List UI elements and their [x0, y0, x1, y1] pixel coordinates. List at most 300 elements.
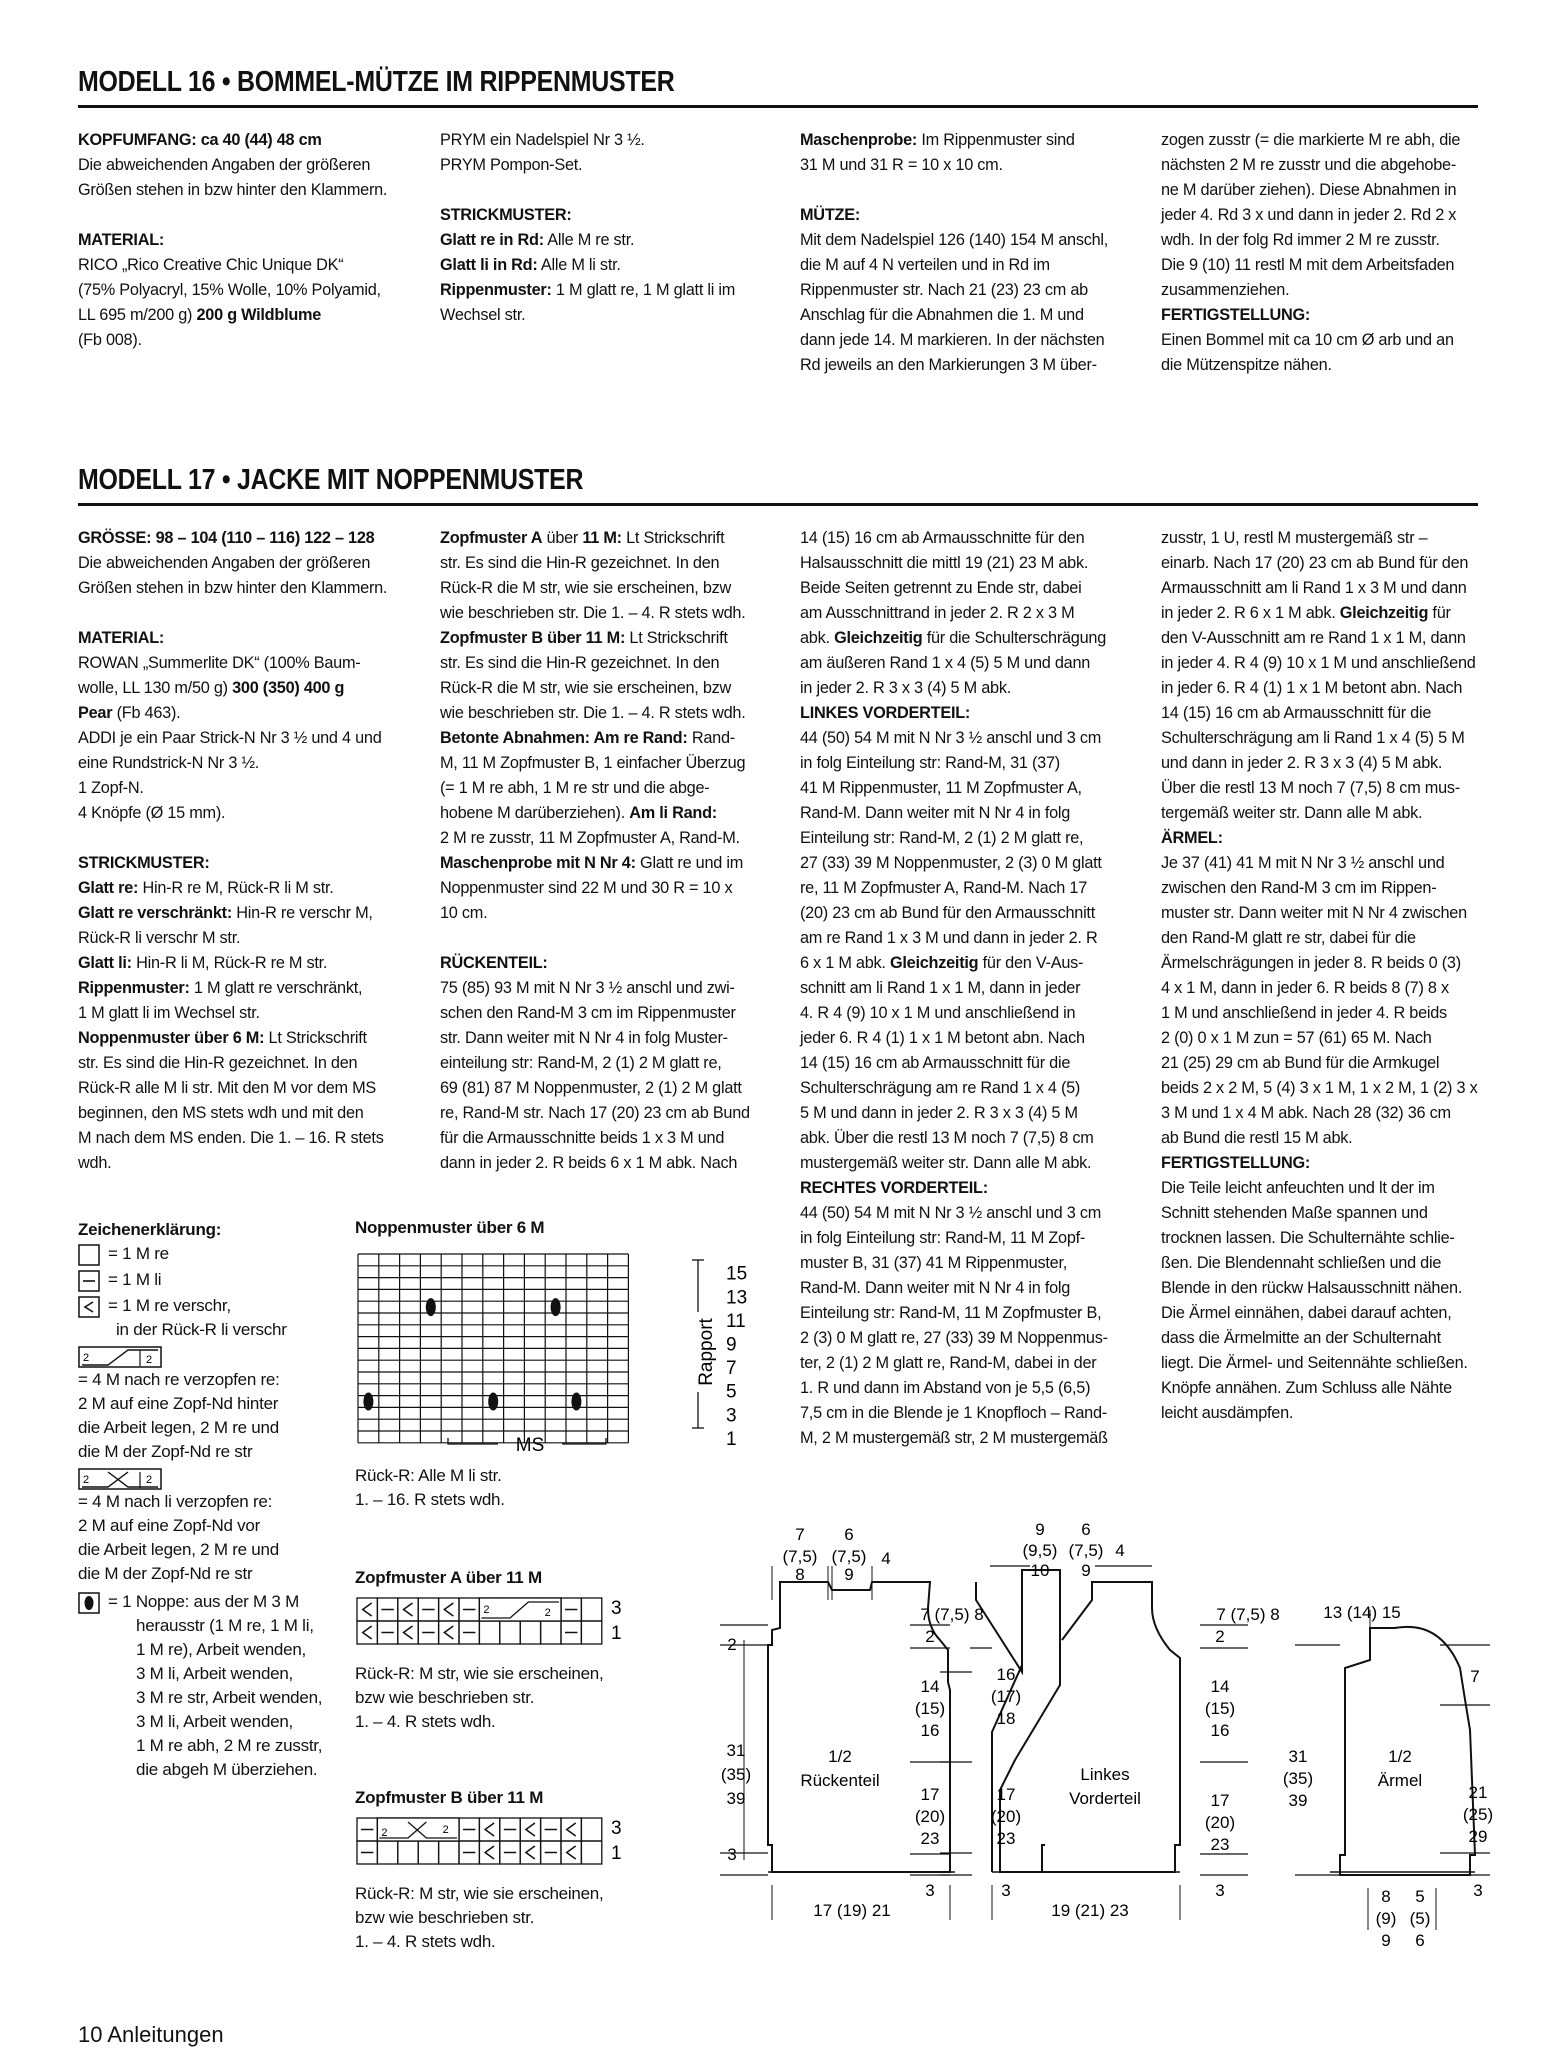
text-line: Die 9 (10) 11 restl M mit dem Arbeitsfaden — [1161, 256, 1455, 274]
pattern-schematics — [700, 1500, 1494, 1970]
text-line: Schulterschrägung am re Rand 1 x 4 (5) — [800, 1079, 1081, 1097]
noppen-row-label: 13 — [726, 1287, 748, 1309]
text-line: MATERIAL: — [78, 231, 165, 249]
text-line: Noppenmuster über 6 M: Lt Strickschrift — [78, 1029, 367, 1047]
text-line: Einteilung str: Rand-M, 2 (1) 2 M glatt re, — [800, 829, 1084, 847]
text-line: Beide Seiten getrennt zu Ende str, dabei — [800, 579, 1082, 597]
text-line: wolle, LL 130 m/50 g) 300 (350) 400 g — [78, 679, 345, 697]
text-line: RÜCKENTEIL: — [440, 954, 548, 972]
front-side-3: 23 — [1210, 1835, 1230, 1854]
text-line: (75% Polyacryl, 15% Wolle, 10% Polyamid, — [78, 281, 381, 299]
text-line: 1. – 4. R stets wdh. — [355, 1712, 496, 1731]
text-line: den Rand-M glatt re str, dabei für die — [1161, 929, 1416, 947]
text-line: STRICKMUSTER: — [440, 206, 572, 224]
text-line: am Ausschnittrand in jeder 2. R 2 x 3 M — [800, 604, 1075, 622]
text-line: 1 M re), Arbeit wenden, — [136, 1640, 307, 1659]
text-line: leicht ausdämpfen. — [1161, 1404, 1294, 1422]
front-top-1a: 9 — [1035, 1520, 1045, 1539]
text-line: 2 M auf eine Zopf-Nd hinter — [78, 1394, 279, 1413]
front-neck-2: (17) — [990, 1687, 1022, 1706]
text-line: Rippenmuster: 1 M glatt re, 1 M glatt li im — [440, 281, 736, 299]
text-line: = 4 M nach li verzopfen re: — [78, 1492, 273, 1511]
front-bottom-3: 3 — [1001, 1881, 1011, 1900]
text-line: zogen zusstr (= die markierte M re abh, die — [1161, 131, 1461, 149]
text-line: 4 x 1 M, dann in jeder 6. R beids 8 (7) 8 x — [1161, 979, 1449, 997]
zopfA-row-3: 3 — [611, 1598, 622, 1619]
front-top-2a: 6 — [1081, 1520, 1091, 1539]
back-label-1: 1/2 — [828, 1747, 852, 1766]
bobble-mark — [571, 1393, 581, 1411]
zopfB-row-3: 3 — [611, 1818, 622, 1839]
noppen-row-labels — [726, 1264, 747, 1450]
text-line: 44 (50) 54 M mit N Nr 3 ½ anschl und 3 cm — [800, 1204, 1102, 1222]
front-arm-2: (15) — [1204, 1699, 1236, 1718]
front-arm-1: 14 — [1210, 1677, 1230, 1696]
front-neck-1: 16 — [996, 1665, 1016, 1684]
m16-col-1 — [78, 128, 433, 353]
text-line: Glatt re verschränkt: Hin-R re verschr M, — [78, 904, 373, 922]
text-line: 1. R und dann im Abstand von je 5,5 (6,5) — [800, 1379, 1091, 1397]
back-shoulder-2: 2 — [925, 1627, 935, 1646]
sleeve-label-1: 1/2 — [1388, 1747, 1412, 1766]
sleeve-side-2: (35) — [1282, 1769, 1314, 1788]
front-top-1c: 10 — [1030, 1561, 1050, 1580]
cable-right-symbol — [78, 1346, 162, 1368]
text-line: str. Es sind die Hin-R gezeichnet. In den — [78, 1054, 358, 1072]
back-bottom-3: 3 — [925, 1881, 935, 1900]
text-line: Rd jeweils an den Markierungen 3 M über- — [800, 356, 1097, 374]
sleeve-bot-2b: (5) — [1409, 1909, 1431, 1928]
front-width: 19 (21) 23 — [1051, 1901, 1129, 1920]
sleeve-side-3: 39 — [1288, 1791, 1308, 1810]
text-line: 1 M glatt li im Wechsel str. — [78, 1004, 260, 1022]
front-arm-3: 16 — [1210, 1721, 1230, 1740]
ms-label: MS — [515, 1435, 545, 1456]
text-line: abk. Gleichzeitig für die Schulterschrägung — [800, 629, 1107, 647]
front-top-2c: 9 — [1081, 1561, 1091, 1580]
text-line: ROWAN „Summerlite DK“ (100% Baum- — [78, 654, 361, 672]
text-line: Knöpfe annähen. Zum Schluss alle Nähte — [1161, 1379, 1452, 1397]
text-line: Rück-R die M str, wie sie erscheinen, bzw — [440, 679, 732, 697]
back-top-1b: (7,5) — [782, 1547, 818, 1566]
text-line: 7,5 cm in die Blende je 1 Knopfloch – Rand- — [800, 1404, 1107, 1422]
noppen-row-label: 9 — [726, 1334, 737, 1356]
text-line: Je 37 (41) 41 M mit N Nr 3 ½ anschl und — [1161, 854, 1445, 872]
cable-left-symbol — [78, 1468, 162, 1490]
knit-stitch-symbol — [78, 1244, 100, 1266]
front-top-3: 4 — [1115, 1541, 1125, 1560]
front-neck-3: 18 — [996, 1709, 1016, 1728]
zopfB-title: Zopfmuster B über 11 M — [355, 1788, 544, 1807]
text-line: 5 M und dann in jeder 2. R 3 x 3 (4) 5 M — [800, 1104, 1078, 1122]
text-line: Glatt li in Rd: Alle M li str. — [440, 256, 621, 274]
svg-text:2: 2 — [483, 1604, 490, 1616]
text-line: Noppenmuster sind 22 M und 30 R = 10 x — [440, 879, 733, 897]
text-line: beginnen, den MS stets wdh und mit den — [78, 1104, 364, 1122]
text-line: 3 M li, Arbeit wenden, — [136, 1712, 294, 1731]
sleeve-bottom-3: 3 — [1473, 1881, 1483, 1900]
text-line: bzw wie beschrieben str. — [355, 1908, 535, 1927]
text-line: Rippenmuster str. Nach 21 (23) 23 cm ab — [800, 281, 1088, 299]
back-top-2b: (7,5) — [831, 1547, 867, 1566]
text-line: Wechsel str. — [440, 306, 526, 324]
text-line: bzw wie beschrieben str. — [355, 1688, 535, 1707]
text-line: ne M darüber ziehen). Diese Abnahmen in — [1161, 181, 1457, 199]
text-line: 3 M li, Arbeit wenden, — [136, 1664, 294, 1683]
text-line: einarb. Nach 17 (20) 23 cm ab Bund für den — [1161, 554, 1469, 572]
sleeve-schematic — [1283, 1603, 1493, 1950]
text-line: zusammenziehen. — [1161, 281, 1290, 299]
text-line: Ärmelschrägungen in jeder 8. R beids 0 (3) — [1161, 954, 1461, 972]
text-line: Rück-R li verschr M str. — [78, 929, 241, 947]
text-line: Rand-M. Dann weiter mit N Nr 4 in folg — [800, 804, 1071, 822]
text-line: 44 (50) 54 M mit N Nr 3 ½ anschl und 3 cm — [800, 729, 1102, 747]
front-body-3: 23 — [996, 1829, 1016, 1848]
text-line: jeder 6. R 4 (1) 1 x 1 M betont abn. Nach — [800, 1029, 1085, 1047]
m16-col-3 — [800, 128, 1155, 378]
sleeve-bot-1b: (9) — [1375, 1909, 1397, 1928]
text-line: in folg Einteilung str: Rand-M, 11 M Zopf- — [800, 1229, 1086, 1247]
m17-col-1 — [78, 526, 433, 1176]
sleeve-cap: 7 — [1470, 1667, 1480, 1686]
text-line: für die Armausschnitte beids 1 x 3 M und — [440, 1129, 725, 1147]
text-line: 41 M Rippenmuster, 11 M Zopfmuster A, — [800, 779, 1082, 797]
text-line: 2 (0) 0 x 1 M zun = 57 (61) 65 M. Nach — [1161, 1029, 1432, 1047]
text-line: (20) 23 cm ab Bund für den Armausschnitt — [800, 904, 1095, 922]
text-line: Armausschnitt am li Rand 1 x 3 M und dann — [1161, 579, 1467, 597]
text-line: zusstr, 1 U, restl M mustergemäß str – — [1161, 529, 1428, 547]
back-piece-schematic — [720, 1525, 955, 1920]
text-line: und dann in jeder 2. R 3 x 3 (4) 5 M abk. — [1161, 754, 1443, 772]
text-line: Größen stehen in bzw hinter den Klammern. — [78, 579, 388, 597]
text-line: 4 Knöpfe (Ø 15 mm). — [78, 804, 226, 822]
zopfA-title: Zopfmuster A über 11 M — [355, 1568, 542, 1587]
back-body-2: (20) — [914, 1807, 946, 1826]
noppen-chart — [350, 1240, 770, 1460]
text-line: Rand-M. Dann weiter mit N Nr 4 in folg — [800, 1279, 1071, 1297]
text-line: str. Es sind die Hin-R gezeichnet. In den — [440, 554, 720, 572]
text-line: 4. R 4 (9) 10 x 1 M und anschließend in — [800, 1004, 1076, 1022]
text-line: Glatt re: Hin-R re M, Rück-R li M str. — [78, 879, 334, 897]
legend-verschr-row — [78, 1294, 338, 1344]
text-line: wie beschrieben str. Die 1. – 4. R stets wdh. — [440, 704, 746, 722]
text-line: Zopfmuster B über 11 M: Lt Strickschrift — [440, 629, 728, 647]
text-line: Die Teile leicht anfeuchten und lt der im — [1161, 1179, 1435, 1197]
noppen-row-label: 3 — [726, 1405, 737, 1427]
bobble-mark — [488, 1393, 498, 1411]
text-line: dann in jeder 2. R beids 6 x 1 M abk. Nach — [440, 1154, 738, 1172]
text-line: = 4 M nach re verzopfen re: — [78, 1370, 280, 1389]
front-top-2b: (7,5) — [1068, 1541, 1104, 1560]
zopfA-chart — [355, 1595, 655, 1647]
text-line: muster str. Dann weiter mit N Nr 4 zwischen — [1161, 904, 1467, 922]
back-side-1: 31 — [726, 1741, 746, 1760]
text-line: Halsausschnitt die mittl 19 (21) 23 M abk. — [800, 554, 1089, 572]
text-line: Rück-R alle M li str. Mit den M vor dem MS — [78, 1079, 377, 1097]
text-line: Die Ärmel einnähen, dabei darauf achten, — [1161, 1304, 1452, 1322]
zopfA-notes — [355, 1662, 603, 1734]
noppen-note-2: 1. – 16. R stets wdh. — [355, 1490, 505, 1509]
front-side-1: 17 — [1210, 1791, 1230, 1810]
twisted-stitch-symbol — [78, 1296, 100, 1318]
m17-col-2 — [440, 526, 795, 1176]
text-line: jeder 4. Rd 3 x und dann in jeder 2. Rd 2 x — [1161, 206, 1457, 224]
text-line: (= 1 M re abh, 1 M re str und die abge- — [440, 779, 710, 797]
text-line: in jeder 4. R 4 (9) 10 x 1 M und anschließend — [1161, 654, 1476, 672]
text-line: 3 M re str, Arbeit wenden, — [136, 1688, 323, 1707]
text-line: mustergemäß weiter str. Dann alle M abk. — [800, 1154, 1092, 1172]
back-width: 17 (19) 21 — [813, 1901, 891, 1920]
text-line: 10 cm. — [440, 904, 488, 922]
back-body-3: 23 — [920, 1829, 940, 1848]
front-side-2: (20) — [1204, 1813, 1236, 1832]
text-line: Glatt re in Rd: Alle M re str. — [440, 231, 635, 249]
text-line: die abgeh M überziehen. — [136, 1760, 318, 1779]
m17-col-3 — [800, 526, 1155, 1451]
text-line: herausstr (1 M re, 1 M li, — [136, 1616, 314, 1635]
sleeve-side-1: 31 — [1288, 1747, 1308, 1766]
text-line: 6 x 1 M abk. Gleichzeitig für den V-Aus- — [800, 954, 1084, 972]
front-shoulder-2: 2 — [1215, 1627, 1225, 1646]
text-line: 2 M re zusstr, 11 M Zopfmuster A, Rand-M. — [440, 829, 740, 847]
rapport-label: Rapport — [696, 1318, 717, 1386]
text-line: FERTIGSTELLUNG: — [1161, 306, 1311, 324]
bobble-mark — [551, 1298, 561, 1316]
text-line: MÜTZE: — [800, 206, 860, 224]
text-line: die Mützenspitze nähen. — [1161, 356, 1332, 374]
text-line: in jeder 2. R 3 x 3 (4) 5 M abk. — [800, 679, 1011, 697]
text-line: tergemäß weiter str. Dann alle M abk. — [1161, 804, 1423, 822]
noppen-row-label: 5 — [726, 1381, 737, 1403]
text-line: PRYM Pompon-Set. — [440, 156, 583, 174]
text-line: 1. – 4. R stets wdh. — [355, 1932, 496, 1951]
cable-left-num-1: 2 — [83, 1474, 89, 1486]
noppen-row-label: 1 — [726, 1428, 737, 1450]
sleeve-bot-1a: 8 — [1381, 1887, 1391, 1906]
text-line: ter, 2 (1) 2 M glatt re, Rand-M, dabei in der — [800, 1354, 1097, 1372]
text-line: 3 M und 1 x 4 M abk. Nach 28 (32) 36 cm — [1161, 1104, 1451, 1122]
text-line: M nach dem MS enden. Die 1. – 16. R stets — [78, 1129, 384, 1147]
text-line: ab Bund die restl 15 M abk. — [1161, 1129, 1353, 1147]
text-line: Glatt li: Hin-R li M, Rück-R re M str. — [78, 954, 328, 972]
text-line: Blende in den rückw Halsausschnitt nähen. — [1161, 1279, 1463, 1297]
sleeve-len-2: (25) — [1462, 1805, 1494, 1824]
text-line: beids 2 x 2 M, 5 (4) 3 x 1 M, 1 x 2 M, 1 (2) 3 x — [1161, 1079, 1478, 1097]
sleeve-bot-2a: 5 — [1415, 1887, 1425, 1906]
text-line: 75 (85) 93 M mit N Nr 3 ½ anschl und zwi- — [440, 979, 735, 997]
text-line: re, 11 M Zopfmuster A, Rand-M. Nach 17 — [800, 879, 1087, 897]
text-line: 14 (15) 16 cm ab Armausschnitt für die — [1161, 704, 1432, 722]
text-line: Größen stehen in bzw hinter den Klammern. — [78, 181, 388, 199]
text-line: re, Rand-M str. Nach 17 (20) 23 cm ab Bund — [440, 1104, 750, 1122]
legend-cable-left-text — [78, 1490, 338, 1586]
zopfB-notes — [355, 1882, 603, 1954]
text-line: LINKES VORDERTEIL: — [800, 704, 971, 722]
text-line: in jeder 2. R 6 x 1 M abk. Gleichzeitig für — [1161, 604, 1451, 622]
noppen-title: Noppenmuster über 6 M — [355, 1218, 545, 1237]
noppen-row-label: 15 — [726, 1263, 748, 1285]
text-line: Mit dem Nadelspiel 126 (140) 154 M anschl, — [800, 231, 1109, 249]
text-line: Schulterschrägung am li Rand 1 x 4 (5) 5 M — [1161, 729, 1465, 747]
text-line: die Arbeit legen, 2 M re und — [78, 1418, 279, 1437]
text-line: in jeder 6. R 4 (1) 1 x 1 M betont abn. Nach — [1161, 679, 1463, 697]
text-line: Die abweichenden Angaben der größeren — [78, 554, 371, 572]
legend-li-row — [78, 1268, 338, 1294]
text-line: zwischen den Rand-M 3 cm im Rippen- — [1161, 879, 1437, 897]
legend-verschr-text1: = 1 M re verschr, — [108, 1296, 231, 1315]
text-line: dann jede 14. M markieren. In der nächsten — [800, 331, 1105, 349]
text-line: 1 M re abh, 2 M re zusstr, — [136, 1736, 323, 1755]
text-line: trocknen lassen. Die Schulternähte schlie- — [1161, 1229, 1455, 1247]
text-line: abk. Über die restl 13 M noch 7 (7,5) 8 cm — [800, 1129, 1094, 1147]
text-line: schnitt am li Rand 1 x 1 M, dann in jeder — [800, 979, 1081, 997]
text-line: Maschenprobe: Im Rippenmuster sind — [800, 131, 1075, 149]
text-line: LL 695 m/200 g) 200 g Wildblume — [78, 306, 322, 324]
back-body-1: 17 — [920, 1785, 940, 1804]
text-line: RICO „Rico Creative Chic Unique DK“ — [78, 256, 344, 274]
text-line: einteilung str: Rand-M, 2 (1) 2 M glatt re, — [440, 1054, 722, 1072]
back-arm-1: 14 — [920, 1677, 940, 1696]
text-line: PRYM ein Nadelspiel Nr 3 ½. — [440, 131, 645, 149]
text-line: Pear (Fb 463). — [78, 704, 181, 722]
text-line: 2 (3) 0 M glatt re, 27 (33) 39 M Noppenmus- — [800, 1329, 1108, 1347]
model16-title: MODELL 16 • BOMMEL-MÜTZE IM RIPPENMUSTER — [78, 66, 675, 98]
text-line: M, 11 M Zopfmuster B, 1 einfacher Überzug — [440, 754, 746, 772]
back-top-1a: 7 — [795, 1525, 805, 1544]
text-line: Einen Bommel mit ca 10 cm Ø arb und an — [1161, 331, 1454, 349]
text-line: die Arbeit legen, 2 M re und — [78, 1540, 279, 1559]
text-line: 14 (15) 16 cm ab Armausschnitte für den — [800, 529, 1085, 547]
front-shoulder-right: 7 (7,5) 8 — [1216, 1605, 1280, 1624]
text-line: (Fb 008). — [78, 331, 142, 349]
noppen-row-label: 7 — [726, 1358, 737, 1380]
text-line: str. Es sind die Hin-R gezeichnet. In den — [440, 654, 720, 672]
text-line: 21 (25) 29 cm ab Bund für die Armkugel — [1161, 1054, 1440, 1072]
back-top-3: 4 — [881, 1549, 891, 1568]
text-line: 1 M und anschließend in jeder 4. R beids — [1161, 1004, 1447, 1022]
text-line: wie beschrieben str. Die 1. – 4. R stets wdh. — [440, 604, 746, 622]
text-line: Rück-R: M str, wie sie erscheinen, — [355, 1884, 604, 1903]
legend-verschr-text2: in der Rück-R li verschr — [116, 1320, 287, 1339]
bobble-mark — [426, 1298, 436, 1316]
text-line: STRICKMUSTER: — [78, 854, 210, 872]
page-footer: 10 Anleitungen — [78, 2022, 224, 2047]
front-body-2: (20) — [990, 1807, 1022, 1826]
back-top-2a: 6 — [844, 1525, 854, 1544]
text-line: Einteilung str: Rand-M, 11 M Zopfmuster B, — [800, 1304, 1102, 1322]
model16-rule — [78, 105, 1478, 108]
sleeve-bot-2c: 6 — [1415, 1931, 1425, 1950]
back-arm-2: (15) — [914, 1699, 946, 1718]
m16-col-4 — [1161, 128, 1516, 378]
noppen-row-label: 11 — [726, 1310, 746, 1332]
text-line: Maschenprobe mit N Nr 4: Glatt re und im — [440, 854, 744, 872]
zopfA-row-1: 1 — [611, 1623, 622, 1644]
back-side-2: (35) — [720, 1765, 752, 1784]
text-line: 2 M auf eine Zopf-Nd vor — [78, 1516, 261, 1535]
text-line: MATERIAL: — [78, 629, 165, 647]
zopfB-chart — [355, 1815, 655, 1867]
cable-right-num-1: 2 — [83, 1352, 89, 1364]
m17-col-4 — [1161, 526, 1516, 1426]
sleeve-label-2: Ärmel — [1377, 1771, 1423, 1790]
noppen-grid — [358, 1254, 628, 1443]
text-line: FERTIGSTELLUNG: — [1161, 1154, 1311, 1172]
text-line: in folg Einteilung str: Rand-M, 31 (37) — [800, 754, 1060, 772]
svg-text:2: 2 — [544, 1607, 551, 1619]
text-line: am re Rand 1 x 3 M und dann in jeder 2. R — [800, 929, 1098, 947]
legend-re-row — [78, 1242, 338, 1268]
m16-col-2 — [440, 128, 795, 328]
text-line: 31 M und 31 R = 10 x 10 cm. — [800, 156, 1003, 174]
front-piece-schematic — [920, 1500, 1551, 1920]
text-line: ADDI je ein Paar Strick-N Nr 3 ½ und 4 und — [78, 729, 382, 747]
text-line: Über die restl 13 M noch 7 (7,5) 8 cm mus- — [1161, 779, 1460, 797]
text-line: ßen. Die Blendennaht schließen und die — [1161, 1254, 1442, 1272]
front-top-1b: (9,5) — [1022, 1541, 1058, 1560]
zopfB-row-1: 1 — [611, 1843, 622, 1864]
front-shoulder-left: 7 (7,5) 8 — [920, 1605, 984, 1624]
text-line: KOPFUMFANG: ca 40 (44) 48 cm — [78, 131, 322, 149]
text-line: wdh. — [78, 1154, 112, 1172]
text-line: = 1 Noppe: aus der M 3 M — [108, 1592, 300, 1611]
text-line: 27 (33) 39 M Noppenmuster, 2 (3) 0 M glatt — [800, 854, 1102, 872]
text-line: nächsten 2 M re zusstr und die abgehobe- — [1161, 156, 1457, 174]
back-top-2c: 9 — [844, 1565, 854, 1584]
text-line: GRÖSSE: 98 – 104 (110 – 116) 122 – 128 — [78, 529, 375, 547]
sleeve-len-3: 29 — [1468, 1827, 1488, 1846]
text-line: Betonte Abnahmen: Am re Rand: Rand- — [440, 729, 735, 747]
text-line: 14 (15) 16 cm ab Armausschnitt für die — [800, 1054, 1071, 1072]
legend-title: Zeichenerklärung: — [78, 1220, 222, 1239]
text-line: wdh. In der folg Rd immer 2 M re zusstr. — [1161, 231, 1440, 249]
back-label-2: Rückenteil — [800, 1771, 880, 1790]
front-body-1: 17 — [996, 1785, 1016, 1804]
text-line: die M der Zopf-Nd re str — [78, 1564, 253, 1583]
model17-rule — [78, 503, 1478, 506]
noppen-note-1: Rück-R: Alle M li str. — [355, 1466, 502, 1485]
text-line: Zopfmuster A über 11 M: Lt Strickschrift — [440, 529, 725, 547]
text-line: schen den Rand-M 3 cm im Rippenmuster — [440, 1004, 736, 1022]
back-rib-3: 3 — [727, 1845, 737, 1864]
front-side-bottom-3: 3 — [1215, 1881, 1225, 1900]
text-line: Die abweichenden Angaben der größeren — [78, 156, 371, 174]
text-line: die M auf 4 N verteilen und in Rd im — [800, 256, 1050, 274]
text-line: muster B, 31 (37) 41 M Rippenmuster, — [800, 1254, 1067, 1272]
svg-text:2: 2 — [381, 1827, 388, 1839]
sleeve-len-1: 21 — [1468, 1783, 1488, 1802]
text-line: Rippenmuster: 1 M glatt re verschränkt, — [78, 979, 363, 997]
back-arm-3: 16 — [920, 1721, 940, 1740]
text-line: liegt. Die Ärmel- und Seitennähte schließen. — [1161, 1354, 1468, 1372]
text-line: die M der Zopf-Nd re str — [78, 1442, 253, 1461]
cable-left-num-2: 2 — [146, 1474, 152, 1486]
text-line: am äußeren Rand 1 x 4 (5) 5 M und dann — [800, 654, 1091, 672]
legend-cable-right-text — [78, 1368, 338, 1464]
back-side-3: 39 — [726, 1789, 746, 1808]
bobble-mark — [363, 1393, 373, 1411]
text-line: 1 Zopf-N. — [78, 779, 144, 797]
legend-noppe-text — [78, 1590, 338, 1782]
model17-title: MODELL 17 • JACKE MIT NOPPENMUSTER — [78, 464, 584, 496]
back-rib-2: 2 — [727, 1635, 737, 1654]
front-label-2: Vorderteil — [1069, 1789, 1141, 1808]
legend-li-text: = 1 M li — [108, 1270, 162, 1289]
text-line: hobene M darüberziehen). Am li Rand: — [440, 804, 717, 822]
sleeve-bot-1c: 9 — [1381, 1931, 1391, 1950]
front-label-1: Linkes — [1080, 1765, 1130, 1784]
cable-right-num-2: 2 — [146, 1354, 152, 1366]
